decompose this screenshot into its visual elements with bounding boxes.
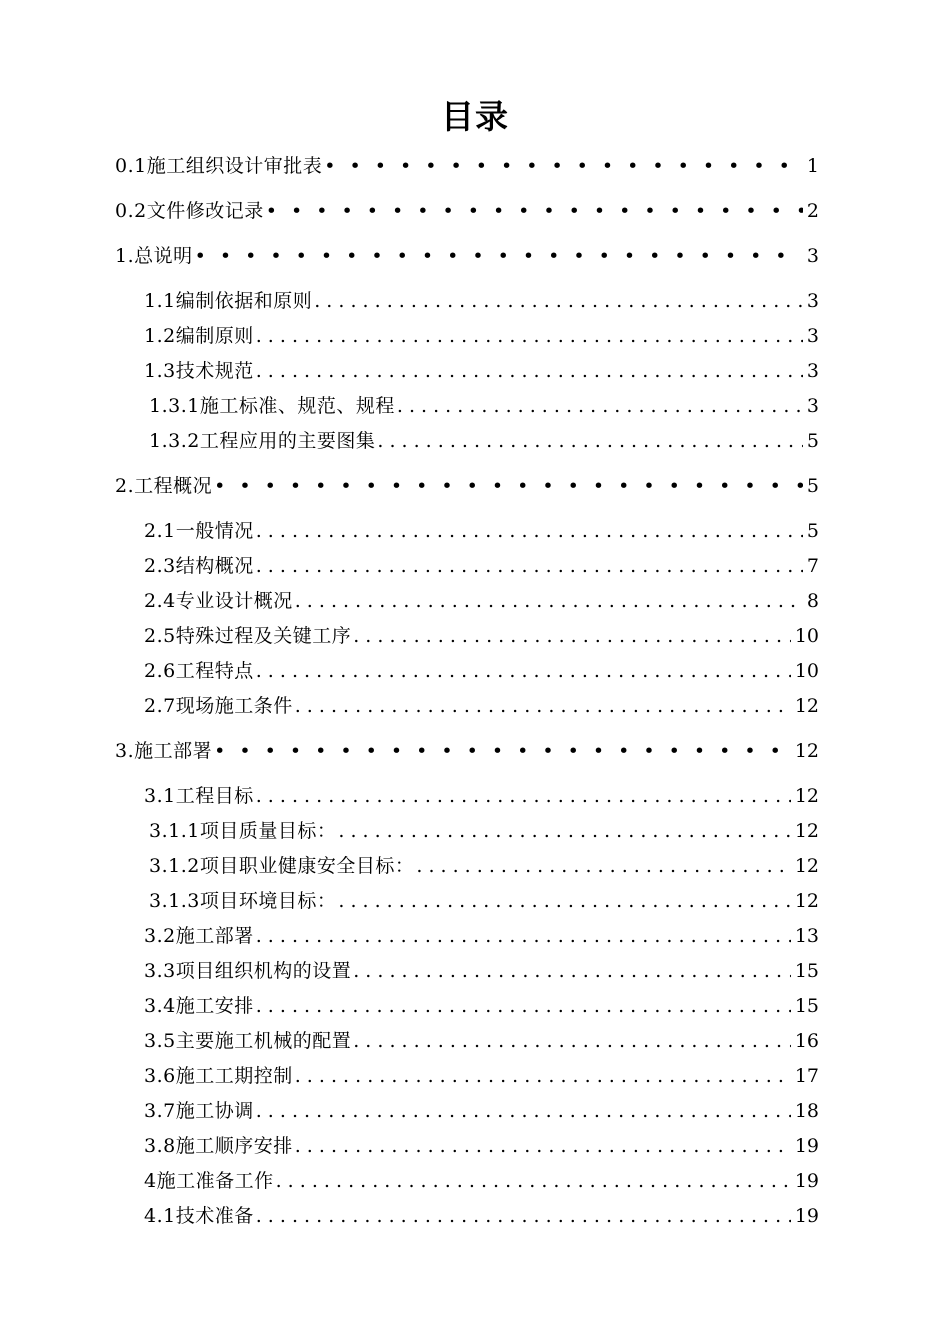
toc-page-number: 1 [806,155,819,177]
toc-entry[interactable] [115,471,819,501]
toc-entry[interactable] [115,151,819,181]
toc-leader-dots [377,426,803,456]
toc-entry[interactable] [144,516,819,546]
toc-page-number: 8 [806,590,819,612]
toc-page-number: 12 [794,890,819,912]
toc-entry-label: 3.7施工协调 [144,1100,254,1122]
toc-leader-dots [256,1096,791,1126]
toc-entry[interactable] [144,551,819,581]
toc-entry[interactable] [144,921,819,951]
toc-entry[interactable] [144,781,819,811]
toc-entry-label: 3.8施工顺序安排 [144,1135,293,1157]
toc-entry[interactable] [144,621,819,651]
toc-page-number: 10 [794,660,819,682]
toc-page-number: 19 [794,1170,819,1192]
toc-entry-label: 3.6施工工期控制 [144,1065,293,1087]
toc-entry[interactable] [144,1131,819,1161]
toc-entry[interactable] [149,886,819,916]
document-title: 目录 [441,97,509,136]
toc-page-number: 10 [794,625,819,647]
toc-entry[interactable] [144,656,819,686]
toc-leader-dots [256,781,791,811]
toc-leader-dots [256,321,803,351]
toc-entry[interactable] [144,321,819,351]
toc-page-number: 5 [806,475,819,497]
toc-entry[interactable] [144,1166,819,1196]
toc-leader-dots [353,1026,791,1056]
toc-page-number: 3 [806,360,819,382]
toc-page-number: 15 [794,960,819,982]
toc-leader-dots [295,691,791,721]
toc-entry[interactable] [144,1026,819,1056]
toc-entry[interactable] [144,691,819,721]
toc-entry[interactable] [144,991,819,1021]
toc-entry-label: 3.1.2项目职业健康安全目标： [149,855,415,877]
toc-entry-label: 1.3.1施工标准、规范、规程 [149,395,395,417]
toc-entry[interactable] [144,956,819,986]
toc-page-number: 3 [806,395,819,417]
toc-leader-dots [276,1166,791,1196]
toc-entry[interactable] [115,241,819,271]
toc-page-number: 5 [806,430,819,452]
toc-leader-dots [256,1201,791,1231]
toc-entry-label: 1.1编制依据和原则 [144,290,313,312]
toc-entry[interactable] [115,736,819,766]
toc-page-number: 19 [794,1135,819,1157]
toc-leader-dots [256,921,791,951]
toc-leader-dots [295,586,803,616]
toc-page-number: 12 [794,740,819,762]
toc-leader-dots [295,1061,791,1091]
toc-entry-label: 1.3技术规范 [144,360,254,382]
toc-page-number: 19 [794,1205,819,1227]
toc-entry[interactable] [149,391,819,421]
toc-page-number: 3 [806,290,819,312]
toc-page-number: 7 [806,555,819,577]
toc-leader-bullets [195,241,803,271]
toc-entry-label: 4.1技术准备 [144,1205,254,1227]
toc-page-number: 5 [806,520,819,542]
toc-page-number: 12 [794,695,819,717]
toc-leader-dots [353,956,791,986]
toc-leader-dots [338,886,790,916]
toc-entry[interactable] [144,1096,819,1126]
toc-entry[interactable] [149,816,819,846]
toc-entry-label: 3.1.1项目质量目标： [149,820,337,842]
toc-entry[interactable] [149,426,819,456]
toc-entry-label: 4施工准备工作 [144,1170,274,1192]
toc-page-number: 13 [794,925,819,947]
toc-leader-bullets [324,151,803,181]
toc-leader-dots [256,991,791,1021]
toc-entry-label: 2.7现场施工条件 [144,695,293,717]
toc-entry-label: 1.总说明 [115,245,193,267]
toc-entry-label: 3.5主要施工机械的配置 [144,1030,352,1052]
toc-entry[interactable] [144,286,819,316]
toc-entry-label: 2.5特殊过程及关键工序 [144,625,352,647]
toc-page-number: 3 [806,325,819,347]
toc-entry-label: 2.1一般情况 [144,520,254,542]
toc-entry-label: 3.施工部署 [115,740,213,762]
toc-leader-dots [256,551,803,581]
toc-leader-dots [338,816,790,846]
toc-leader-dots [256,356,803,386]
toc-entry[interactable] [144,586,819,616]
toc-entry[interactable] [149,851,819,881]
toc-leader-bullets [214,736,791,766]
toc-entry[interactable] [144,356,819,386]
toc-entry-label: 0.2文件修改记录 [115,200,264,222]
toc-entry-label: 1.2编制原则 [144,325,254,347]
toc-leader-dots [295,1131,791,1161]
toc-entry[interactable] [115,196,819,226]
toc-page-number: 17 [794,1065,819,1087]
toc-entry-label: 3.2施工部署 [144,925,254,947]
toc-leader-dots [416,851,790,881]
toc-entry-label: 3.1工程目标 [144,785,254,807]
toc-entry-label: 1.3.2工程应用的主要图集 [149,430,376,452]
toc-leader-dots [397,391,803,421]
toc-entry-label: 0.1施工组织设计审批表 [115,155,323,177]
toc-entry-label: 2.3结构概况 [144,555,254,577]
toc-leader-dots [256,516,803,546]
toc-page-number: 12 [794,820,819,842]
toc-page-number: 18 [794,1100,819,1122]
toc-page-number: 15 [794,995,819,1017]
toc-entry[interactable] [144,1201,819,1231]
toc-entry-label: 2.4专业设计概况 [144,590,293,612]
toc-leader-bullets [214,471,803,501]
toc-page-number: 16 [794,1030,819,1052]
toc-leader-dots [256,656,791,686]
toc-entry-label: 2.6工程特点 [144,660,254,682]
toc-entry-label: 3.4施工安排 [144,995,254,1017]
toc-leader-dots [314,286,803,316]
toc-entry-label: 3.1.3项目环境目标： [149,890,337,912]
toc-page-number: 12 [794,785,819,807]
toc-leader-dots [353,621,791,651]
toc-page-number: 2 [806,200,819,222]
toc-page-number: 3 [806,245,819,267]
toc-page-number: 12 [794,855,819,877]
toc-leader-bullets [266,196,803,226]
toc-entry[interactable] [144,1061,819,1091]
toc-entry-label: 3.3项目组织机构的设置 [144,960,352,982]
toc-entry-label: 2.工程概况 [115,475,213,497]
